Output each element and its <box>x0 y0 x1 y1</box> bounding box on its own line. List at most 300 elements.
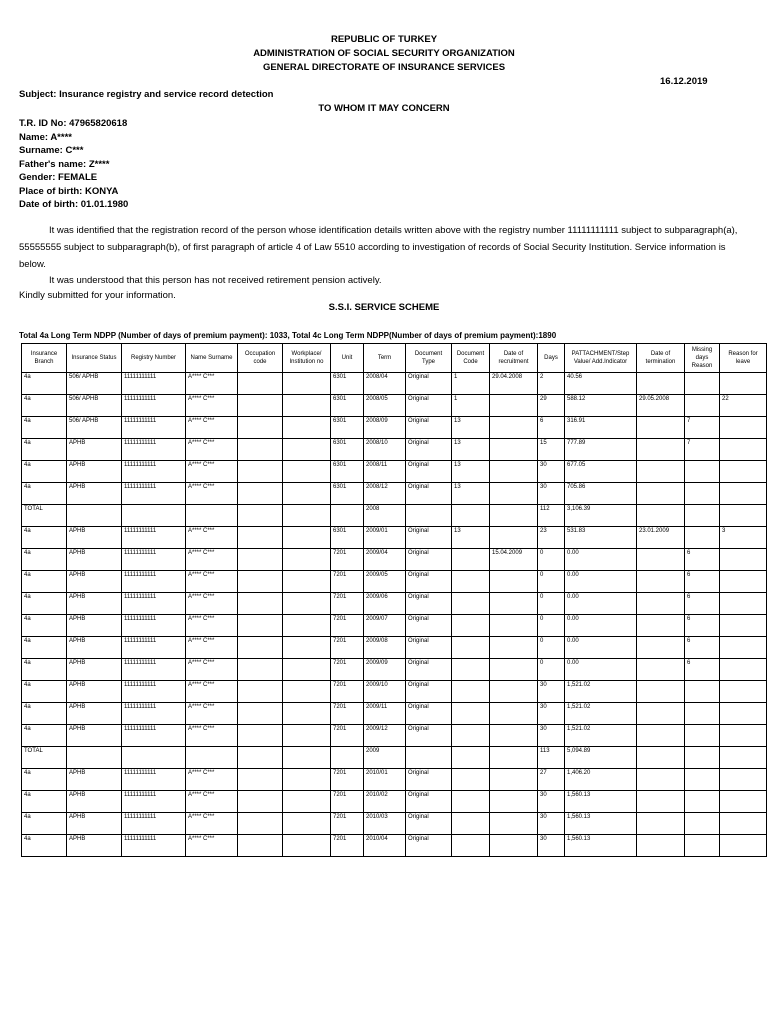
table-cell <box>283 395 331 417</box>
table-cell <box>490 703 538 725</box>
table-cell: A**** C*** <box>186 769 238 791</box>
table-cell: 4a <box>22 483 67 505</box>
table-cell: 6301 <box>331 417 364 439</box>
table-cell <box>637 373 685 395</box>
table-cell <box>490 835 538 857</box>
table-cell: 1,560.13 <box>565 835 637 857</box>
table-cell: 11111111111 <box>122 373 186 395</box>
table-cell: 4a <box>22 659 67 681</box>
table-cell <box>283 505 331 527</box>
table-cell: 0 <box>538 637 565 659</box>
table-cell: 506/ APHB <box>67 417 122 439</box>
table-row <box>22 725 767 747</box>
table-cell: 7201 <box>331 703 364 725</box>
table-cell <box>238 615 283 637</box>
table-cell <box>490 505 538 527</box>
table-cell <box>283 439 331 461</box>
table-cell: A**** C*** <box>186 439 238 461</box>
table-cell: APHB <box>67 703 122 725</box>
table-cell: 4a <box>22 373 67 395</box>
table-cell <box>452 659 490 681</box>
table-cell <box>452 571 490 593</box>
table-cell: 4a <box>22 461 67 483</box>
table-cell: 316.91 <box>565 417 637 439</box>
table-cell: 13 <box>452 461 490 483</box>
table-cell: 30 <box>538 791 565 813</box>
table-row <box>22 791 767 813</box>
table-cell <box>637 791 685 813</box>
table-cell <box>685 835 720 857</box>
table-cell <box>452 681 490 703</box>
table-cell: 112 <box>538 505 565 527</box>
table-cell: A**** C*** <box>186 835 238 857</box>
table-cell: APHB <box>67 483 122 505</box>
table-cell: A**** C*** <box>186 703 238 725</box>
table-cell: Original <box>406 813 452 835</box>
table-cell: 4a <box>22 791 67 813</box>
table-cell <box>685 483 720 505</box>
table-cell: 0.00 <box>565 659 637 681</box>
table-cell: 4a <box>22 769 67 791</box>
table-cell <box>238 813 283 835</box>
table-cell <box>720 703 767 725</box>
header-administration: ADMINISTRATION OF SOCIAL SECURITY ORGANIZATION <box>253 48 515 59</box>
table-cell: 3 <box>720 527 767 549</box>
table-cell: Original <box>406 637 452 659</box>
table-cell: 11111111111 <box>122 681 186 703</box>
table-cell <box>186 747 238 769</box>
table-cell: 2008 <box>364 505 406 527</box>
table-cell: 11111111111 <box>122 461 186 483</box>
table-cell: APHB <box>67 593 122 615</box>
table-cell <box>283 747 331 769</box>
table-cell: Original <box>406 593 452 615</box>
table-cell <box>283 769 331 791</box>
table-row <box>22 373 767 395</box>
table-cell: 4a <box>22 637 67 659</box>
table-cell <box>238 417 283 439</box>
table-cell <box>238 373 283 395</box>
table-cell: 1 <box>452 395 490 417</box>
table-cell: Original <box>406 615 452 637</box>
table-cell <box>67 505 122 527</box>
table-row <box>22 813 767 835</box>
table-cell <box>720 593 767 615</box>
table-cell <box>238 395 283 417</box>
table-cell: Original <box>406 461 452 483</box>
table-cell <box>452 747 490 769</box>
table-cell <box>238 725 283 747</box>
table-cell: A**** C*** <box>186 527 238 549</box>
table-cell <box>283 483 331 505</box>
header-republic: REPUBLIC OF TURKEY <box>330 34 438 45</box>
table-cell <box>452 703 490 725</box>
table-cell: 2010/04 <box>364 835 406 857</box>
table-cell <box>238 769 283 791</box>
table-cell: 13 <box>452 527 490 549</box>
column-header: Document Code <box>452 344 490 373</box>
table-cell: 23 <box>538 527 565 549</box>
table-cell: 11111111111 <box>122 527 186 549</box>
table-cell: 2009 <box>364 747 406 769</box>
table-cell <box>490 791 538 813</box>
table-cell: A**** C*** <box>186 593 238 615</box>
table-cell: APHB <box>67 439 122 461</box>
table-cell: APHB <box>67 659 122 681</box>
table-cell <box>637 703 685 725</box>
table-cell <box>720 505 767 527</box>
table-cell: A**** C*** <box>186 395 238 417</box>
table-cell: 11111111111 <box>122 395 186 417</box>
subject-line: Subject: Insurance registry and service record detection <box>19 89 274 100</box>
column-header: PATTACHMENT/Step Value/ Add.Indicator <box>565 344 637 373</box>
table-cell <box>685 681 720 703</box>
table-cell <box>283 527 331 549</box>
table-cell: 11111111111 <box>122 725 186 747</box>
column-header: Reason for leave <box>720 344 767 373</box>
table-cell <box>490 747 538 769</box>
table-cell <box>685 725 720 747</box>
table-cell <box>720 747 767 769</box>
table-cell: Original <box>406 725 452 747</box>
table-cell <box>685 791 720 813</box>
table-body <box>22 373 767 857</box>
table-row <box>22 549 767 571</box>
table-cell <box>720 769 767 791</box>
table-cell <box>490 593 538 615</box>
table-cell <box>122 747 186 769</box>
table-cell <box>637 725 685 747</box>
table-cell <box>720 439 767 461</box>
table-cell: A**** C*** <box>186 659 238 681</box>
table-cell <box>637 461 685 483</box>
table-cell: 2010/02 <box>364 791 406 813</box>
table-cell: 6301 <box>331 439 364 461</box>
table-row <box>22 395 767 417</box>
table-cell: A**** C*** <box>186 417 238 439</box>
table-cell <box>490 483 538 505</box>
table-cell: 6301 <box>331 373 364 395</box>
table-cell: Original <box>406 703 452 725</box>
table-cell: Original <box>406 659 452 681</box>
table-row <box>22 417 767 439</box>
table-cell: 13 <box>452 483 490 505</box>
table-cell: 29.05.2008 <box>637 395 685 417</box>
table-cell: TOTAL <box>22 505 67 527</box>
table-row <box>22 571 767 593</box>
table-cell: 11111111111 <box>122 549 186 571</box>
column-header: Occupation code <box>238 344 283 373</box>
table-cell: 6 <box>685 615 720 637</box>
table-cell: 0 <box>538 571 565 593</box>
table-cell: 2008/12 <box>364 483 406 505</box>
table-cell <box>490 395 538 417</box>
table-row <box>22 659 767 681</box>
table-cell: A**** C*** <box>186 373 238 395</box>
table-cell <box>406 747 452 769</box>
table-cell <box>685 769 720 791</box>
table-cell <box>283 461 331 483</box>
table-row <box>22 835 767 857</box>
table-row <box>22 439 767 461</box>
table-cell: 506/ APHB <box>67 395 122 417</box>
table-cell <box>720 373 767 395</box>
person-birthdate: Date of birth: 01.01.1980 <box>19 199 129 210</box>
table-cell: A**** C*** <box>186 813 238 835</box>
table-row <box>22 703 767 725</box>
table-cell: 23.01.2009 <box>637 527 685 549</box>
table-cell: 7201 <box>331 571 364 593</box>
table-cell: 4a <box>22 813 67 835</box>
column-header: Unit <box>331 344 364 373</box>
service-scheme-table <box>21 343 767 857</box>
table-cell: 677.05 <box>565 461 637 483</box>
table-cell: 7201 <box>331 725 364 747</box>
table-cell: 0 <box>538 615 565 637</box>
table-cell: 0.00 <box>565 571 637 593</box>
table-row <box>22 593 767 615</box>
table-cell: 0.00 <box>565 637 637 659</box>
table-cell: Original <box>406 791 452 813</box>
table-cell: 22 <box>720 395 767 417</box>
table-cell <box>238 747 283 769</box>
table-cell: 29.04.2008 <box>490 373 538 395</box>
table-cell <box>490 725 538 747</box>
table-cell <box>637 483 685 505</box>
table-cell <box>331 747 364 769</box>
table-cell <box>452 505 490 527</box>
table-cell: 1,521.02 <box>565 725 637 747</box>
table-cell: 7201 <box>331 593 364 615</box>
table-cell <box>452 835 490 857</box>
person-father: Father's name: Z**** <box>19 159 110 170</box>
table-cell: 6 <box>685 571 720 593</box>
table-cell <box>283 373 331 395</box>
table-cell: TOTAL <box>22 747 67 769</box>
table-cell <box>490 417 538 439</box>
table-cell: 7201 <box>331 549 364 571</box>
document-date: 16.12.2019 <box>660 76 708 87</box>
table-cell: 2009/01 <box>364 527 406 549</box>
table-cell: 11111111111 <box>122 483 186 505</box>
table-cell: 2009/04 <box>364 549 406 571</box>
table-cell: Original <box>406 395 452 417</box>
table-cell: 6301 <box>331 395 364 417</box>
table-cell: 1,560.13 <box>565 791 637 813</box>
table-cell <box>452 593 490 615</box>
table-cell: 4a <box>22 417 67 439</box>
table-cell: A**** C*** <box>186 725 238 747</box>
column-header: Insurance Status <box>67 344 122 373</box>
table-cell: 6 <box>685 637 720 659</box>
table-cell: Original <box>406 549 452 571</box>
table-cell: 4a <box>22 725 67 747</box>
table-cell: 0.00 <box>565 615 637 637</box>
table-cell: 4a <box>22 593 67 615</box>
table-cell <box>685 813 720 835</box>
table-cell: 5,094.89 <box>565 747 637 769</box>
person-id: T.R. ID No: 47965820618 <box>19 118 128 129</box>
table-cell: 2 <box>538 373 565 395</box>
table-cell <box>490 637 538 659</box>
table-cell: 11111111111 <box>122 637 186 659</box>
table-row <box>22 461 767 483</box>
table-cell <box>122 505 186 527</box>
table-cell: 13 <box>452 439 490 461</box>
table-cell <box>283 813 331 835</box>
table-cell <box>637 681 685 703</box>
header-directorate: GENERAL DIRECTORATE OF INSURANCE SERVICES <box>262 62 506 73</box>
column-header: Registry Number <box>122 344 186 373</box>
table-cell: 2009/05 <box>364 571 406 593</box>
table-cell: 1,521.02 <box>565 703 637 725</box>
table-cell <box>720 483 767 505</box>
table-cell: 6 <box>538 417 565 439</box>
column-header: Term <box>364 344 406 373</box>
table-cell <box>490 813 538 835</box>
table-row <box>22 527 767 549</box>
table-cell: Original <box>406 373 452 395</box>
table-cell: 1,406.20 <box>565 769 637 791</box>
table-cell: 2010/01 <box>364 769 406 791</box>
table-cell: 6301 <box>331 527 364 549</box>
table-cell: APHB <box>67 549 122 571</box>
column-header: Missing days Reason <box>685 344 720 373</box>
table-cell: 30 <box>538 813 565 835</box>
table-cell <box>452 637 490 659</box>
table-cell: Original <box>406 835 452 857</box>
table-cell: 113 <box>538 747 565 769</box>
table-cell <box>283 615 331 637</box>
table-cell <box>238 505 283 527</box>
table-cell: APHB <box>67 527 122 549</box>
table-cell: 4a <box>22 527 67 549</box>
column-header: Document Type <box>406 344 452 373</box>
table-cell <box>452 549 490 571</box>
table-cell: 0.00 <box>565 549 637 571</box>
table-cell: 7 <box>685 417 720 439</box>
table-cell <box>720 549 767 571</box>
table-cell <box>238 681 283 703</box>
table-cell: 6 <box>685 659 720 681</box>
table-cell <box>720 461 767 483</box>
table-cell <box>685 373 720 395</box>
table-cell <box>452 791 490 813</box>
table-cell: 4a <box>22 615 67 637</box>
table-cell <box>720 813 767 835</box>
table-cell <box>283 835 331 857</box>
table-cell <box>637 505 685 527</box>
pension-paragraph: It was understood that this person has not received retirement pension actively. <box>49 275 382 286</box>
table-cell <box>283 593 331 615</box>
table-cell: 7201 <box>331 835 364 857</box>
table-cell <box>637 659 685 681</box>
table-cell <box>685 527 720 549</box>
table-cell: A**** C*** <box>186 483 238 505</box>
table-cell <box>490 769 538 791</box>
table-cell <box>490 527 538 549</box>
table-cell <box>685 505 720 527</box>
table-cell: 11111111111 <box>122 835 186 857</box>
table-row <box>22 637 767 659</box>
table-cell: 0 <box>538 659 565 681</box>
table-cell <box>238 461 283 483</box>
table-cell <box>238 791 283 813</box>
table-cell: 15.04.2009 <box>490 549 538 571</box>
table-cell: 6 <box>685 549 720 571</box>
table-cell: A**** C*** <box>186 549 238 571</box>
table-cell: 30 <box>538 681 565 703</box>
table-cell <box>186 505 238 527</box>
table-cell: Original <box>406 681 452 703</box>
table-cell <box>637 549 685 571</box>
table-cell: Original <box>406 571 452 593</box>
table-cell <box>283 637 331 659</box>
table-cell <box>283 681 331 703</box>
table-cell <box>331 505 364 527</box>
table-cell: 30 <box>538 483 565 505</box>
table-row <box>22 769 767 791</box>
table-cell: 30 <box>538 703 565 725</box>
table-cell <box>238 593 283 615</box>
table-cell: APHB <box>67 813 122 835</box>
table-cell <box>452 615 490 637</box>
column-header: Name Surname <box>186 344 238 373</box>
table-cell: A**** C*** <box>186 637 238 659</box>
table-cell <box>637 593 685 615</box>
table-cell: 1 <box>452 373 490 395</box>
table-cell: 2008/09 <box>364 417 406 439</box>
table-cell: A**** C*** <box>186 461 238 483</box>
table-cell: 6301 <box>331 461 364 483</box>
table-cell <box>637 769 685 791</box>
table-cell: Original <box>406 417 452 439</box>
table-cell: 7201 <box>331 659 364 681</box>
table-cell <box>238 637 283 659</box>
table-cell: A**** C*** <box>186 615 238 637</box>
table-cell <box>637 439 685 461</box>
table-cell <box>238 549 283 571</box>
table-cell <box>490 571 538 593</box>
table-cell: APHB <box>67 615 122 637</box>
table-cell <box>238 571 283 593</box>
table-cell <box>238 527 283 549</box>
table-cell: A**** C*** <box>186 571 238 593</box>
column-header: Workplace/ Institution no <box>283 344 331 373</box>
table-cell: 2009/07 <box>364 615 406 637</box>
table-cell: 30 <box>538 835 565 857</box>
table-cell: 7 <box>685 439 720 461</box>
table-cell <box>490 681 538 703</box>
table-cell: 2008/11 <box>364 461 406 483</box>
table-cell: 2009/06 <box>364 593 406 615</box>
column-header: Date of termination <box>637 344 685 373</box>
table-cell: 0.00 <box>565 593 637 615</box>
kindly-submitted: Kindly submitted for your information. <box>19 290 176 301</box>
table-cell: 11111111111 <box>122 659 186 681</box>
table-cell <box>238 835 283 857</box>
table-cell <box>283 703 331 725</box>
table-cell: 531.83 <box>565 527 637 549</box>
table-cell: 30 <box>538 725 565 747</box>
totals-line: Total 4a Long Term NDPP (Number of days of premium payment): 1033, Total 4c Long Term NDPP(Number of days of premium payment):1890 <box>19 331 557 340</box>
table-cell <box>238 703 283 725</box>
table-cell: Original <box>406 483 452 505</box>
table-cell: 7201 <box>331 813 364 835</box>
table-cell <box>283 659 331 681</box>
table-cell: APHB <box>67 637 122 659</box>
table-cell <box>720 791 767 813</box>
